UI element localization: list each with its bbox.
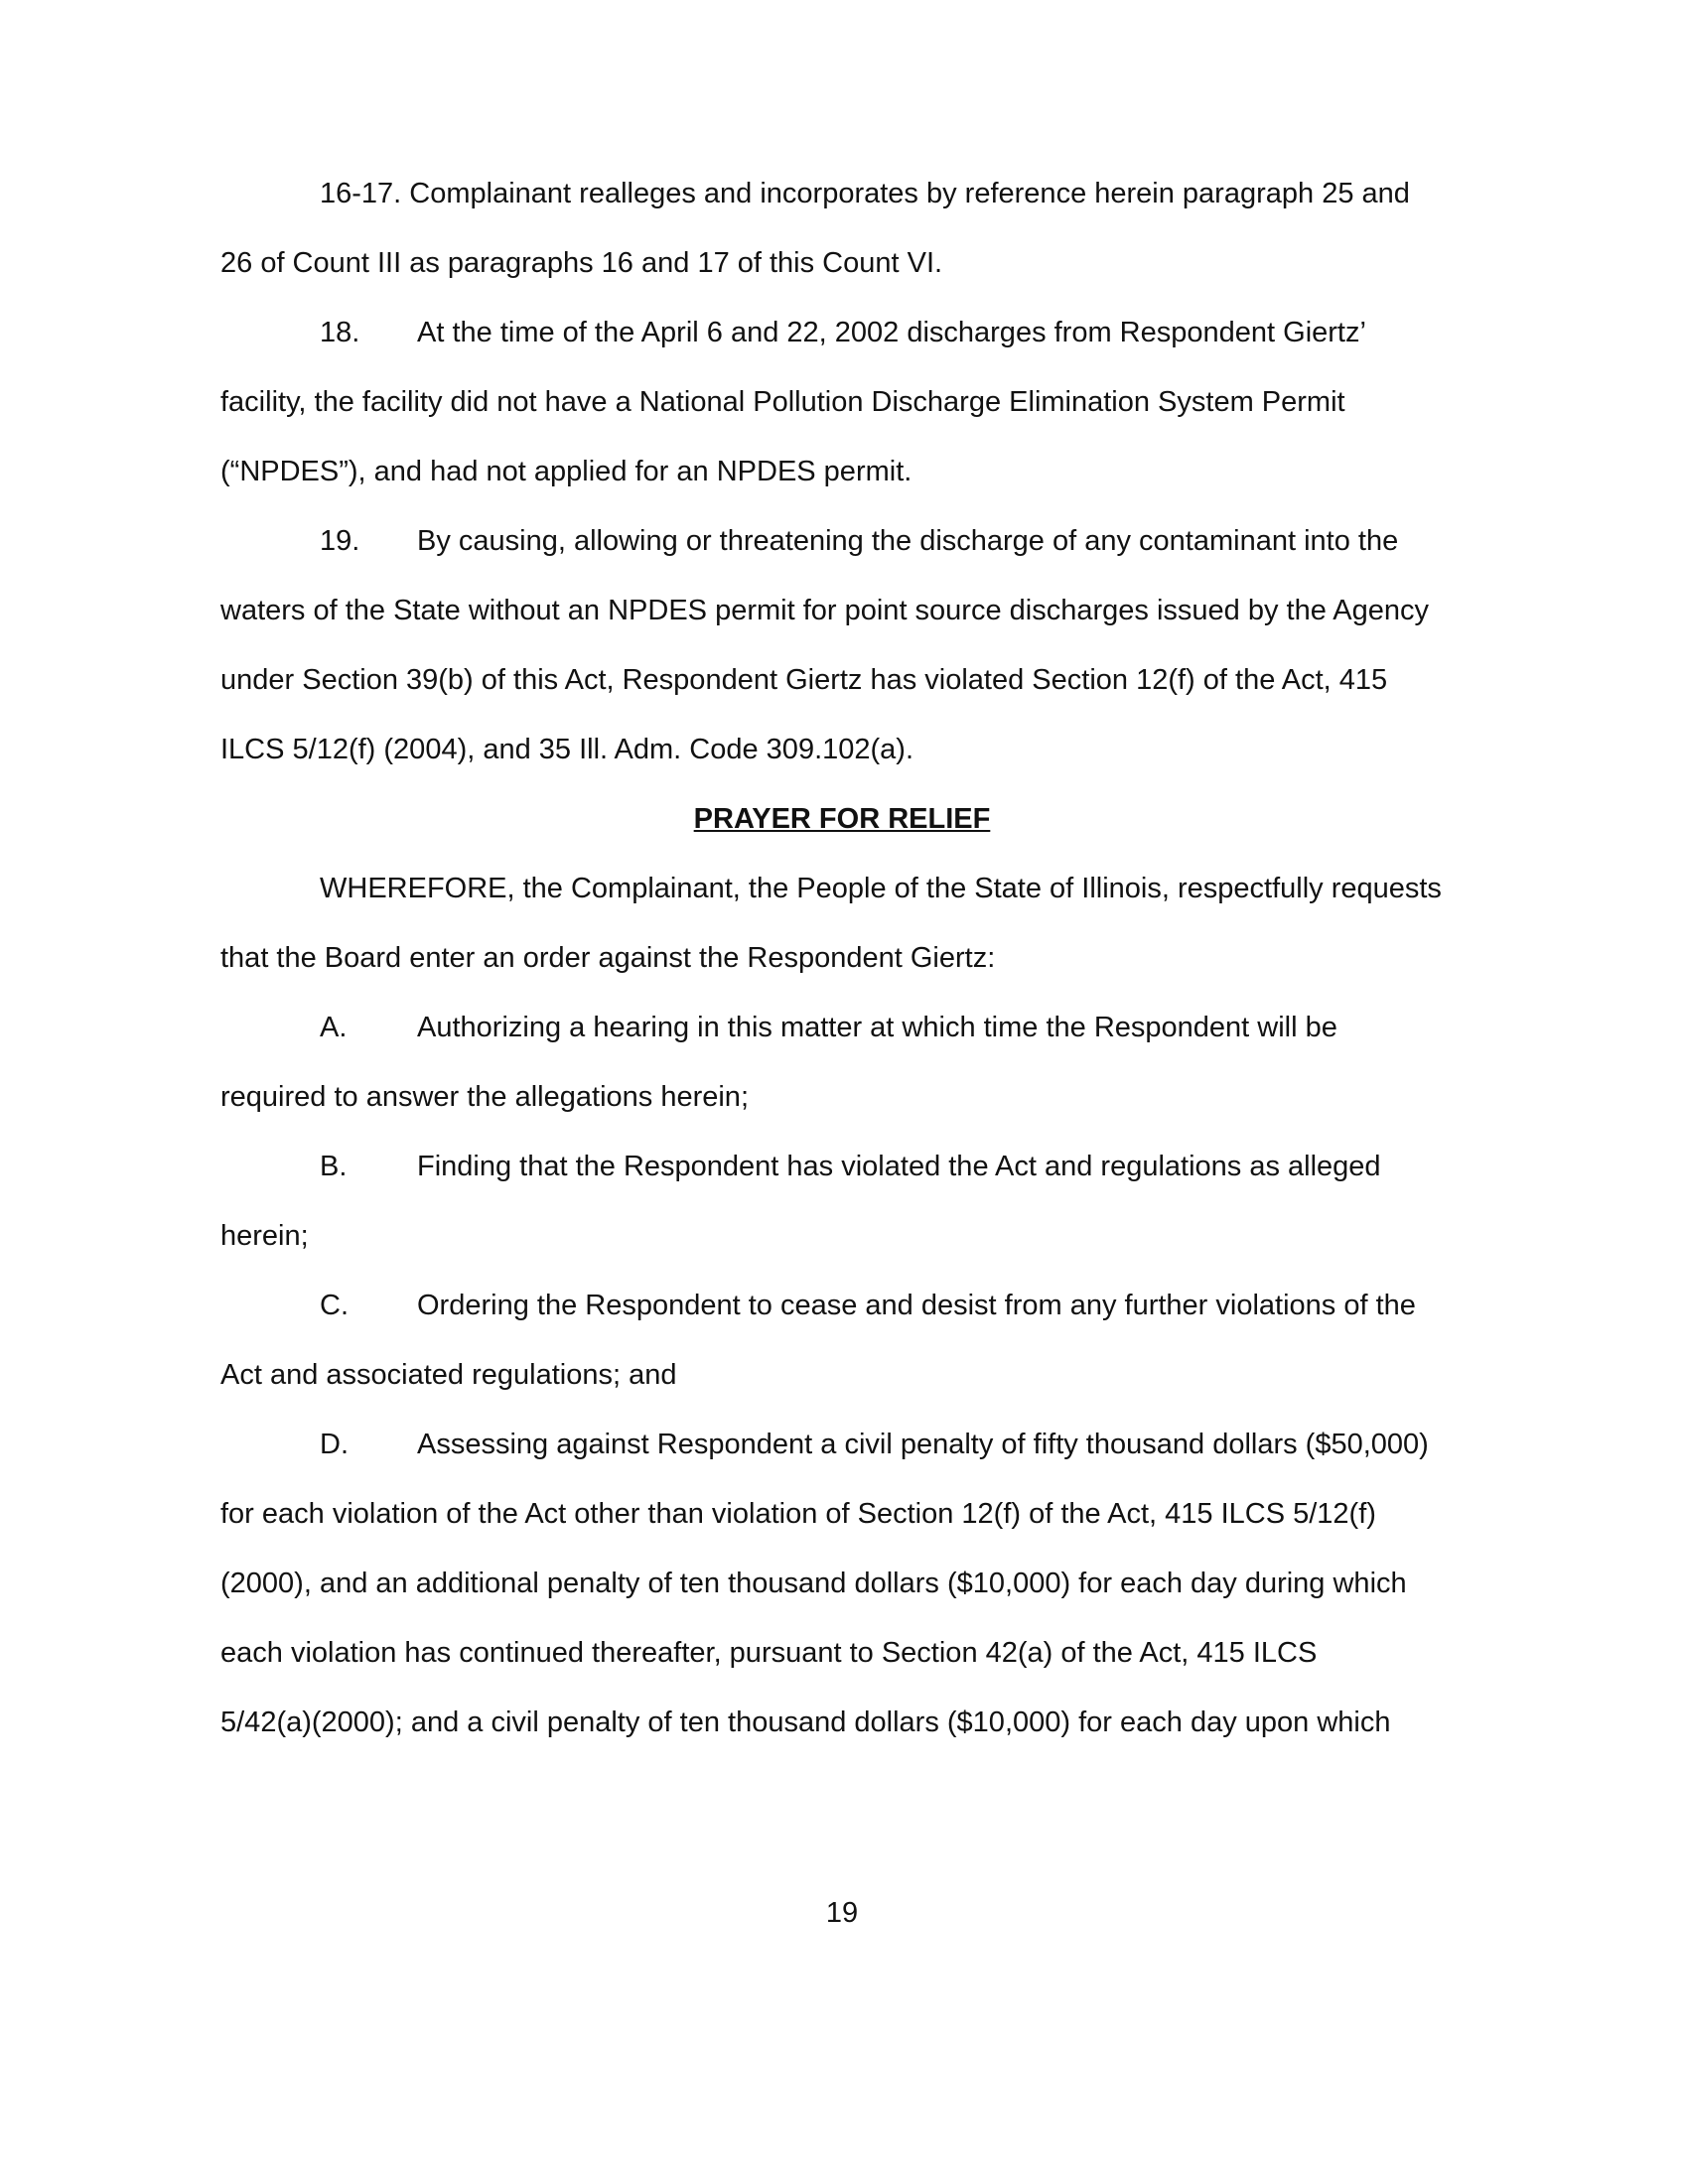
item-a-line-2: required to answer the allegations herein; [220, 1081, 749, 1113]
item-c-line-1 [320, 1288, 1611, 1323]
paragraph-16-17-text: Complainant realleges and incorporates by reference herein paragraph 25 and [409, 178, 1410, 209]
item-c-line-2: Act and associated regulations; and [220, 1359, 677, 1391]
paragraph-19-line-1 [320, 523, 1611, 559]
paragraph-19-number: 19. [320, 525, 360, 557]
paragraph-19-text: By causing, allowing or threatening the discharge of any contaminant into the [417, 525, 1399, 557]
paragraph-18-number: 18. [320, 317, 360, 348]
item-d-text: Assessing against Respondent a civil penalty of fifty thousand dollars ($50,000) [417, 1429, 1429, 1460]
prayer-for-relief-heading: PRAYER FOR RELIEF [693, 803, 991, 835]
item-d-line-3: (2000), and an additional penalty of ten thousand dollars ($10,000) for each day during which [220, 1568, 1407, 1599]
wherefore-line-2: that the Board enter an order against the Respondent Giertz: [220, 942, 996, 974]
item-a-line-1 [320, 1010, 1611, 1045]
item-a-letter: A. [320, 1012, 348, 1043]
page-number: 19 [825, 1897, 859, 1929]
item-d-letter: D. [320, 1429, 349, 1460]
item-c-letter: C. [320, 1290, 349, 1321]
paragraph-18-text: At the time of the April 6 and 22, 2002 discharges from Respondent Giertz’ [417, 317, 1366, 348]
item-b-letter: B. [320, 1151, 348, 1182]
paragraph-18-line-3: (“NPDES”), and had not applied for an NPDES permit. [220, 456, 912, 487]
wherefore-line-1: WHEREFORE, the Complainant, the People of the State of Illinois, respectfully requests [320, 873, 1442, 904]
item-b-text: Finding that the Respondent has violated the Act and regulations as alleged [417, 1151, 1381, 1182]
paragraph-16-17-line-2: 26 of Count III as paragraphs 16 and 17 of this Count VI. [220, 247, 943, 279]
item-d-line-4: each violation has continued thereafter, pursuant to Section 42(a) of the Act, 415 ILCS [220, 1637, 1318, 1669]
paragraph-16-17-line-1 [320, 176, 1611, 211]
item-b-line-1 [320, 1149, 1611, 1184]
paragraph-19-line-4: ILCS 5/12(f) (2004), and 35 Ill. Adm. Code 309.102(a). [220, 734, 914, 765]
item-c-text: Ordering the Respondent to cease and desist from any further violations of the [417, 1290, 1416, 1321]
paragraph-19-line-2: waters of the State without an NPDES permit for point source discharges issued by the Agency [220, 595, 1430, 626]
item-d-line-5: 5/42(a)(2000); and a civil penalty of ten thousand dollars ($10,000) for each day upon which [220, 1706, 1391, 1738]
item-a-text: Authorizing a hearing in this matter at which time the Respondent will be [417, 1012, 1337, 1043]
paragraph-19-line-3: under Section 39(b) of this Act, Respondent Giertz has violated Section 12(f) of the Act, 415 [220, 664, 1388, 696]
paragraph-18-line-2: facility, the facility did not have a National Pollution Discharge Elimination System Permit [220, 386, 1345, 418]
paragraph-18-line-1 [320, 315, 1611, 350]
item-b-line-2: herein; [220, 1220, 309, 1252]
paragraph-16-17-label: 16-17. [320, 178, 402, 209]
item-d-line-1 [320, 1427, 1611, 1462]
item-d-line-2: for each violation of the Act other than violation of Section 12(f) of the Act, 415 ILCS 5/12(f) [220, 1498, 1376, 1530]
